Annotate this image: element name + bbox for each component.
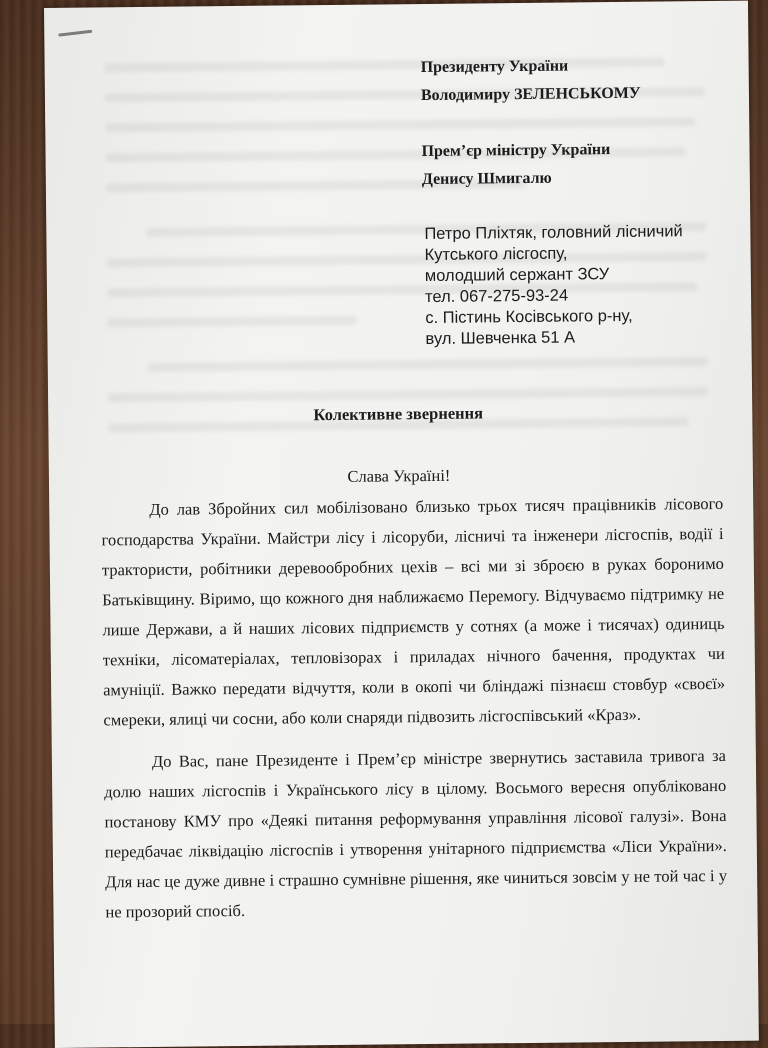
letter-page — [44, 1, 759, 1048]
addressee-block — [421, 52, 642, 194]
addressee-line: Президенту України — [420, 57, 569, 77]
body-paragraph: До лав Збройних сил мобілізовано близько трьох тисяч працівників лісового господарства України. Майстри лісу і лісоруби, лісничі та інженери лісгоспів, водії і трактористи, робітники деревообробних цехів – всі ми зі зброєю в руках боронимо Батьківщину. Віримо, що кожного дня наближаємо Перемогу. Відчуваємо підтримку не лише Держави, а й наших лісових підприємств у сотнях (а може і тисячах) одиниць техніки, лісоматеріалах, тепловізорах і приладах нічного бачення, продуктах чи амуніції. Важко передати відчуття, коли в окопі чи бліндажі пізнаєш стовбур «своєї» смереки, ялиці чи сосни, або коли снаряди підвозить лісгоспівський «Краз». — [101, 493, 726, 730]
greeting: Слава Україні! — [347, 465, 451, 486]
addressee-line: Прем’єр міністру України — [421, 141, 611, 161]
sender-line: тел. 067-275-93-24 — [424, 286, 569, 307]
letter-body — [101, 489, 728, 939]
sender-line: с. Пістинь Косівського р-ну, — [425, 306, 633, 328]
addressee-line: Денису Шмигалю — [421, 169, 552, 189]
body-paragraph: До Вас, пане Президенте і Прем’єр міністре звернутись заставила тривога за долю наших лісгоспів і Українського лісу в цілому. Восьмого вересня опубліковано постанову КМУ про «Деякі питання реформування управління лісової галузі». Вона передбачає ліквідацію лісгоспів і утворення унітарного підприємства «Ліси України». Для нас це дуже дивне і страшно сумнівне рішення, яке чиниться зовсім у не той час і у не прозорий спосіб. — [104, 745, 728, 922]
sender-line: Кутського лісгоспу, — [424, 244, 568, 265]
sender-block — [424, 221, 684, 350]
sender-line: молодший сержант ЗСУ — [424, 265, 610, 286]
sender-line: Петро Пліхтяк, головний лісничий — [424, 222, 683, 244]
document-title: Колективне звернення — [313, 403, 484, 425]
staple — [58, 30, 92, 37]
addressee-line: Володимиру ЗЕЛЕНСЬКОМУ — [420, 84, 641, 105]
sender-line: вул. Шевченка 51 А — [425, 328, 576, 349]
